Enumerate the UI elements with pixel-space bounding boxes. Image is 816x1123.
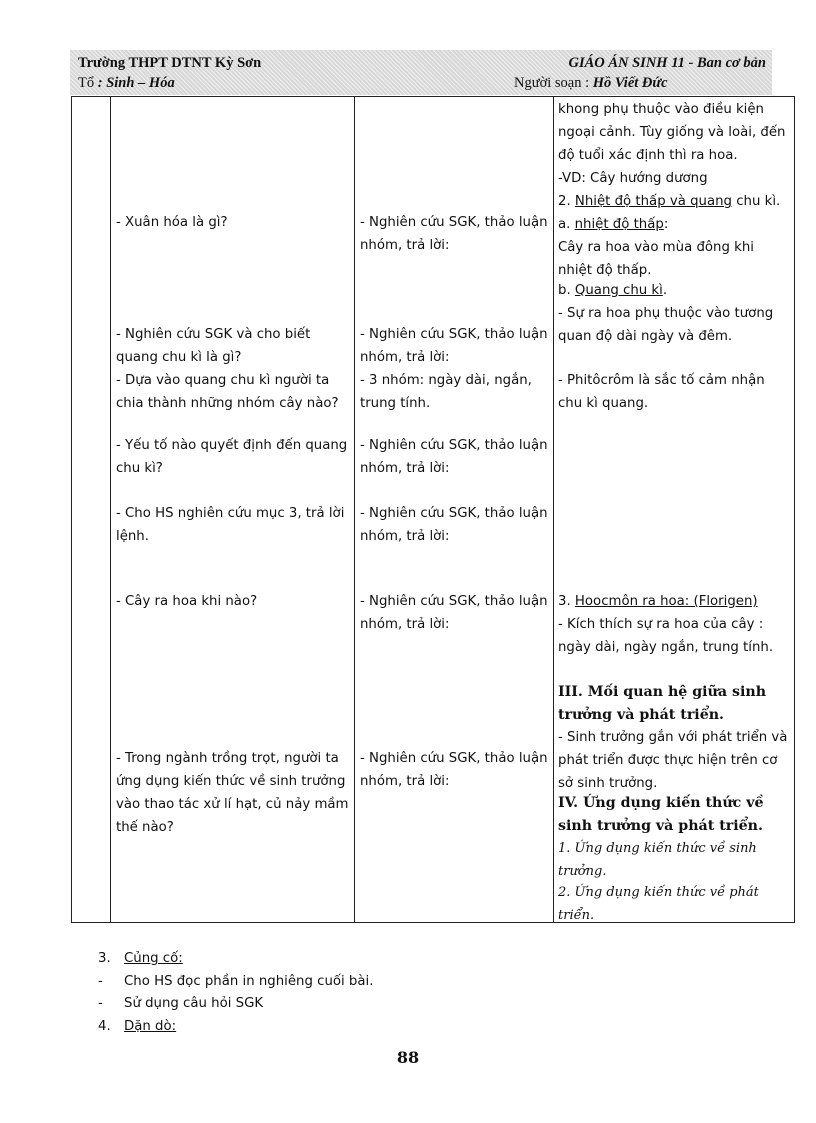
lesson-title: GIÁO ÁN SINH 11 - Ban cơ bản: [568, 55, 766, 71]
teacher-question: - Xuân hóa là gì?: [116, 215, 228, 230]
student-activity: - Nghiên cứu SGK, thảo luận nhóm, trả lời:: [360, 506, 548, 544]
content-example: -VD: Cây hướng dương: [558, 171, 708, 186]
teacher-question: - Cho HS nghiên cứu mục 3, trả lời lệnh.: [116, 506, 345, 544]
dash-marker: -: [98, 973, 103, 989]
stage-column: [72, 97, 111, 923]
item-title: Củng cố:: [124, 951, 183, 966]
section-iv-item-1: 1. Ứng dụng kiến thức về sinh trưởng.: [558, 841, 757, 879]
section-2b-heading: b. Quang chu kì.: [558, 283, 668, 298]
section-3-title: Hoocmôn ra hoa: (Florigen): [574, 594, 758, 609]
group-label: Tổ: [78, 75, 95, 91]
section-iv-item-2: 2. Ứng dụng kiến thức về phát triển.: [558, 885, 759, 923]
item-number: 4.: [98, 1018, 111, 1034]
student-activity: - 3 nhóm: ngày dài, ngắn, trung tính.: [360, 373, 532, 411]
bullet-text: Sử dụng câu hỏi SGK: [124, 996, 264, 1011]
author-info: [514, 75, 668, 92]
group-info: [78, 75, 175, 92]
author-label: Người soạn :: [514, 75, 590, 91]
student-activity: - Nghiên cứu SGK, thảo luận nhóm, trả lời:: [360, 594, 548, 632]
teacher-question: - Trong ngành trồng trọt, người ta ứng dụng kiến thức về sinh trưởng vào thao tác xử lí hạt, củ nảy mầm thế nào?: [116, 751, 349, 835]
section-iii-text: - Sinh trưởng gắn với phát triển và phát triển được thực hiện trên cơ sở sinh trưởng.: [558, 730, 788, 791]
school-name: Trường THPT DTNT Kỳ Sơn: [78, 55, 262, 71]
dash-marker: -: [98, 996, 103, 1011]
lesson-table: [71, 96, 795, 923]
student-activity: - Nghiên cứu SGK, thảo luận nhóm, trả lời:: [360, 751, 548, 789]
section-2a-title: nhiệt độ thấp: [574, 217, 664, 232]
content-column: [554, 97, 795, 923]
teacher-question: - Nghiên cứu SGK và cho biết quang chu kì là gì?: [116, 327, 311, 365]
student-activity: - Nghiên cứu SGK, thảo luận nhóm, trả lời:: [360, 215, 548, 253]
section-iii-title: III. Mối quan hệ giữa sinh trưởng và phát triển.: [558, 684, 767, 723]
phytochrome-note: - Phitôcrôm là sắc tố cảm nhận chu kì quang.: [558, 373, 765, 411]
table-row: [72, 97, 795, 923]
item-title: Dặn dò:: [124, 1018, 177, 1034]
section-3-text: - Kích thích sự ra hoa của cây : ngày dài, ngày ngắn, trung tính.: [558, 617, 774, 655]
teacher-activity-column: [111, 97, 355, 923]
section-2b-title: Quang chu kì: [574, 283, 663, 298]
section-3-heading: 3. Hoocmôn ra hoa: (Florigen): [558, 594, 758, 609]
author-name: Hồ Viết Đức: [592, 75, 668, 91]
student-activity: - Nghiên cứu SGK, thảo luận nhóm, trả lời:: [360, 438, 548, 476]
teacher-question: - Yếu tố nào quyết định đến quang chu kì?: [116, 438, 348, 476]
teacher-question: - Dựa vào quang chu kì người ta chia thành những nhóm cây nào?: [116, 373, 339, 411]
section-2a-text: Cây ra hoa vào mùa đông khi nhiệt độ thấp.: [558, 240, 754, 278]
content-intro: khong phụ thuộc vào điều kiện ngoại cảnh. Tùy giống và loài, đến độ tuổi xác định thì ra hoa.: [558, 102, 786, 163]
student-activity: - Nghiên cứu SGK, thảo luận nhóm, trả lời:: [360, 327, 548, 365]
page-number: 88: [396, 1048, 420, 1067]
section-2a-heading: a. nhiệt độ thấp:: [558, 217, 669, 232]
student-activity-column: [355, 97, 554, 923]
group-value: : Sinh – Hóa: [97, 75, 175, 91]
section-2b-text: - Sự ra hoa phụ thuộc vào tương quan độ dài ngày và đêm.: [558, 306, 774, 344]
page-header: [70, 50, 772, 95]
teacher-question: - Cây ra hoa khi nào?: [116, 594, 258, 609]
section-iv-title: IV. Ứng dụng kiến thức về sinh trưởng và phát triển.: [558, 795, 764, 834]
section-2-title: Nhiệt độ thấp và quang: [574, 194, 732, 209]
item-number: 3.: [98, 951, 111, 966]
bullet-text: Cho HS đọc phần in nghiêng cuối bài.: [124, 973, 374, 989]
section-2-heading: 2. Nhiệt độ thấp và quang chu kì.: [558, 194, 781, 209]
